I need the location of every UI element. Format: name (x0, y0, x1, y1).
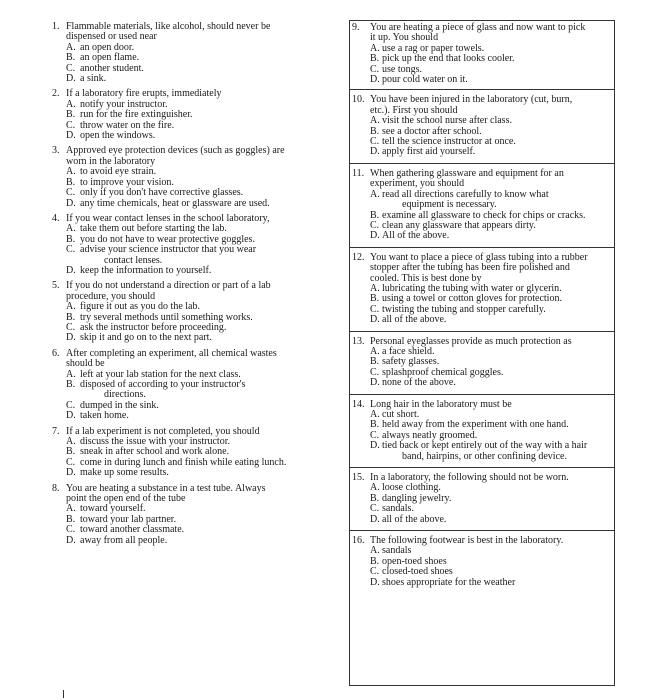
answer-option-d (52, 411, 330, 421)
option-letter: B. (370, 293, 380, 305)
option-text-line: only if you don't have corrective glasses. (80, 187, 244, 199)
option-text-line: using a towel or cotton gloves for protection. (382, 293, 562, 305)
question-7 (52, 427, 330, 479)
option-letter: B. (66, 109, 76, 121)
option-text-line: toward yourself. (80, 503, 146, 515)
option-letter: A. (66, 436, 76, 448)
answer-option-d (352, 515, 612, 525)
answer-option-c (52, 188, 330, 198)
question-stem (352, 253, 612, 284)
answer-option-a (52, 302, 330, 312)
question-number: 13. (352, 335, 365, 347)
option-text-line: use a rag or paper towels. (382, 42, 485, 54)
option-letter: D. (66, 197, 76, 209)
option-text-line: All of the above. (382, 230, 450, 242)
answer-option-d (352, 231, 612, 241)
option-text-line: shoes appropriate for the weather (382, 576, 516, 588)
option-letter: A. (66, 368, 76, 380)
answer-option-d (352, 378, 612, 388)
answer-option-d (52, 74, 330, 84)
question-1 (52, 22, 330, 84)
option-text-line: come in during lunch and finish while eating lunch. (80, 456, 287, 468)
option-text-line: dangling jewelry. (382, 492, 452, 504)
option-letter: C. (66, 119, 76, 131)
answer-option-d (52, 131, 330, 141)
option-text-line: sneak in after school and work alone. (80, 446, 230, 458)
option-text-line: disposed of according to your instructor's (80, 379, 246, 390)
option-text-line: figure it out as you do the lab. (80, 301, 200, 313)
question-number: 14. (352, 398, 365, 410)
option-letter: C. (66, 456, 76, 468)
option-letter: B. (370, 555, 380, 567)
option-letter: A. (66, 98, 76, 110)
question-text-line: it up. You should (370, 32, 439, 44)
answer-option-d (352, 315, 612, 325)
option-letter: B. (370, 492, 380, 504)
question-number: 15. (352, 472, 365, 484)
question-stem (52, 349, 330, 370)
option-text-line: a face shield. (382, 345, 435, 357)
option-letter: B. (370, 125, 380, 137)
question-5 (52, 281, 330, 343)
option-letter: D. (370, 74, 380, 86)
question-text-line: You are heating a piece of glass and now want to pick (370, 22, 586, 33)
option-letter: C. (66, 244, 76, 256)
option-text-line: none of the above. (382, 377, 456, 389)
option-letter: A. (66, 166, 76, 178)
question-stem (52, 281, 330, 302)
question-15 (350, 467, 614, 530)
option-text-line: closed-toed shoes (382, 566, 453, 578)
option-text-line: lubricating the tubing with water or glycerin. (382, 282, 562, 294)
option-letter: B. (66, 52, 76, 64)
question-10 (350, 89, 614, 162)
option-text-line: notify your instructor. (80, 98, 168, 110)
option-text-line: always neatly groomed. (382, 429, 478, 441)
option-text-line: all of the above. (382, 513, 447, 525)
option-text-line: all of the above. (382, 314, 447, 326)
option-text-line: an open flame. (80, 52, 140, 64)
question-stem (52, 146, 330, 167)
question-number: 12. (352, 251, 365, 263)
option-letter: D. (66, 534, 76, 546)
option-letter: A. (370, 345, 380, 357)
question-text-line: Flammable materials, like alcohol, should never be (66, 21, 271, 32)
right-question-box (349, 20, 615, 686)
answer-option-d (52, 333, 330, 343)
question-number: 3. (52, 145, 60, 157)
option-text-line: pick up the end that looks cooler. (382, 53, 515, 65)
option-text-line: to improve your vision. (80, 176, 174, 188)
option-text-line: taken home. (80, 410, 129, 422)
option-letter: C. (66, 399, 76, 411)
left-question-column (52, 22, 330, 546)
option-letter: D. (66, 264, 76, 276)
question-number: 6. (52, 347, 60, 359)
question-4 (52, 214, 330, 276)
option-letter: D. (66, 467, 76, 479)
option-letter: B. (66, 379, 76, 390)
option-letter: A. (370, 545, 380, 557)
question-stem (52, 484, 330, 505)
answer-option-d (52, 266, 330, 276)
option-letter: C. (66, 62, 76, 74)
question-number: 16. (352, 535, 365, 547)
option-text-line: equipment is necessary. (402, 199, 497, 211)
answer-option-d (352, 578, 612, 588)
option-letter: D. (66, 130, 76, 142)
option-text-line: open-toed shoes (382, 555, 447, 567)
question-text-line: If you do not understand a direction or part of a lab (66, 280, 271, 292)
option-letter: D. (370, 230, 380, 242)
option-text-line: any time chemicals, heat or glassware are used. (80, 197, 270, 209)
question-8 (52, 484, 330, 546)
question-number: 8. (52, 482, 60, 494)
option-text-line: toward your lab partner. (80, 513, 177, 525)
question-13 (350, 331, 614, 394)
option-letter: C. (66, 524, 76, 536)
question-text-line: You are heating a substance in a test tube. Always (66, 482, 266, 494)
option-text-line: band, hairpins, or other confining device. (402, 450, 567, 462)
question-stem (352, 23, 612, 44)
question-text-line: You have been injured in the laboratory (cut, burn, (370, 94, 573, 106)
option-letter: C. (370, 429, 380, 441)
option-text-line: to avoid eye strain. (80, 166, 157, 178)
question-number: 1. (52, 21, 60, 32)
answer-option-d (52, 468, 330, 478)
answer-option-b (52, 380, 330, 401)
option-text-line: a sink. (80, 73, 107, 85)
option-text-line: safety glasses. (382, 356, 440, 368)
option-text-line: an open door. (80, 41, 135, 53)
question-text-line: Approved eye protection devices (such as goggles) are (66, 145, 285, 157)
option-text-line: examine all glassware to check for chips or cracks. (382, 209, 586, 221)
answer-option-d (352, 441, 612, 462)
option-letter: A. (370, 115, 380, 127)
question-text-line: Personal eyeglasses provide as much protection as (370, 335, 572, 347)
option-letter: D. (370, 377, 380, 389)
option-letter: C. (370, 136, 380, 148)
option-letter: B. (66, 176, 76, 188)
answer-option-a (352, 190, 612, 211)
option-text-line: make up some results. (80, 467, 169, 479)
question-9 (350, 23, 614, 89)
question-number: 2. (52, 88, 60, 100)
question-12 (350, 247, 614, 331)
option-text-line: sandals. (382, 503, 414, 515)
question-text-line: After completing an experiment, all chemical wastes (66, 347, 277, 359)
option-letter: D. (370, 314, 380, 326)
option-letter: B. (370, 53, 380, 65)
option-letter: C. (370, 219, 380, 231)
option-letter: B. (370, 419, 380, 431)
answer-option-d (52, 536, 330, 546)
option-text-line: toward another classmate. (80, 524, 185, 536)
option-letter: C. (370, 63, 380, 75)
option-text-line: discuss the issue with your instructor. (80, 436, 230, 448)
question-text-line: should be (66, 358, 105, 370)
option-text-line: another student. (80, 62, 144, 74)
question-text-line: stopper after the tubing has been fire polished and (370, 262, 570, 274)
option-letter: D. (370, 513, 380, 525)
option-letter: D. (370, 576, 380, 588)
question-text-line: dispensed or used near (66, 31, 157, 43)
question-number: 7. (52, 425, 60, 437)
option-text-line: run for the fire extinguisher. (80, 109, 193, 121)
question-6 (52, 349, 330, 422)
option-letter: D. (370, 440, 380, 452)
answer-option-d (52, 199, 330, 209)
question-text-line: point the open end of the tube (66, 493, 186, 505)
option-text-line: pour cold water on it. (382, 74, 468, 86)
option-text-line: read all directions carefully to know what (382, 188, 549, 200)
answer-option-d (352, 75, 612, 85)
option-text-line: clean any glassware that appears dirty. (382, 219, 536, 231)
option-letter: A. (370, 188, 380, 200)
question-text-line: procedure, you should (66, 290, 156, 302)
question-14 (350, 394, 614, 467)
option-letter: A. (66, 503, 76, 515)
question-text-line: Long hair in the laboratory must be (370, 398, 512, 410)
option-text-line: tied back or kept entirely out of the way with a hair (382, 440, 588, 452)
option-text-line: left at your lab station for the next class. (80, 368, 241, 380)
option-text-line: dumped in the sink. (80, 399, 159, 411)
option-text-line: away from all people. (80, 534, 168, 546)
option-letter: A. (66, 301, 76, 313)
question-text-line: You want to place a piece of glass tubing into a rubber (370, 251, 588, 263)
option-text-line: loose clothing. (382, 482, 441, 494)
option-letter: C. (370, 303, 380, 315)
option-letter: C. (370, 503, 380, 515)
option-letter: B. (370, 356, 380, 368)
option-text-line: splashproof chemical goggles. (382, 366, 504, 378)
option-letter: D. (370, 146, 380, 158)
option-letter: A. (66, 223, 76, 235)
margin-mark (63, 690, 64, 698)
question-2 (52, 89, 330, 141)
option-text-line: you do not have to wear protective goggles. (80, 233, 255, 245)
question-text-line: worn in the laboratory (66, 155, 156, 167)
option-text-line: ask the instructor before proceeding. (80, 321, 227, 333)
question-stem (52, 22, 330, 43)
option-letter: C. (66, 321, 76, 333)
question-stem (352, 95, 612, 116)
option-letter: A. (370, 409, 380, 420)
option-letter: B. (66, 513, 76, 525)
question-stem (352, 169, 612, 190)
option-text-line: twisting the tubing and stopper carefully. (382, 303, 546, 315)
option-letter: D. (66, 410, 76, 422)
question-3 (52, 146, 330, 208)
option-text-line: contact lenses. (104, 254, 163, 266)
question-number: 4. (52, 212, 60, 224)
option-text-line: open the windows. (80, 130, 156, 142)
question-number: 11. (352, 167, 365, 179)
option-text-line: held away from the experiment with one hand. (382, 419, 569, 431)
option-letter: A. (370, 482, 380, 494)
option-letter: D. (66, 73, 76, 85)
question-text-line: If a laboratory fire erupts, immediately (66, 88, 222, 100)
option-text-line: directions. (104, 389, 146, 401)
option-text-line: tell the science instructor at once. (382, 136, 516, 148)
option-text-line: use tongs. (382, 63, 422, 75)
option-letter: C. (370, 366, 380, 378)
question-11 (350, 163, 614, 247)
option-text-line: skip it and go on to the next part. (80, 332, 212, 344)
option-letter: B. (66, 311, 76, 323)
question-number: 10. (352, 94, 365, 106)
answer-option-d (352, 147, 612, 157)
option-letter: A. (370, 42, 380, 54)
option-letter: A. (66, 41, 76, 53)
option-letter: B. (66, 446, 76, 458)
option-text-line: take them out before starting the lab. (80, 223, 227, 235)
question-text-line: The following footwear is best in the laboratory. (370, 535, 564, 547)
option-text-line: see a doctor after school. (382, 125, 482, 137)
option-text-line: advise your science instructor that you wear (80, 244, 257, 256)
question-number: 5. (52, 280, 60, 292)
question-number: 9. (352, 22, 360, 33)
question-text-line: If a lab experiment is not completed, you should (66, 425, 260, 437)
question-text-line: etc.). First you should (370, 104, 458, 116)
question-text-line: If you wear contact lenses in the school laboratory, (66, 212, 270, 224)
option-text-line: cut short. (382, 409, 420, 420)
option-text-line: apply first aid yourself. (382, 146, 476, 158)
question-text-line: experiment, you should (370, 178, 465, 190)
question-16 (350, 530, 614, 593)
option-text-line: try several methods until something works. (80, 311, 253, 323)
option-letter: A. (370, 282, 380, 294)
option-text-line: sandals (382, 545, 412, 557)
answer-option-c (52, 245, 330, 266)
option-letter: B. (66, 233, 76, 245)
question-text-line: When gathering glassware and equipment for an (370, 167, 564, 179)
option-letter: C. (66, 187, 76, 199)
option-text-line: visit the school nurse after class. (382, 115, 512, 127)
question-text-line: cooled. This is best done by (370, 272, 482, 284)
option-text-line: throw water on the fire. (80, 119, 175, 131)
option-letter: C. (370, 566, 380, 578)
option-letter: D. (66, 332, 76, 344)
option-letter: B. (370, 209, 380, 221)
option-text-line: keep the information to yourself. (80, 264, 212, 276)
question-text-line: In a laboratory, the following should not be worn. (370, 472, 569, 484)
